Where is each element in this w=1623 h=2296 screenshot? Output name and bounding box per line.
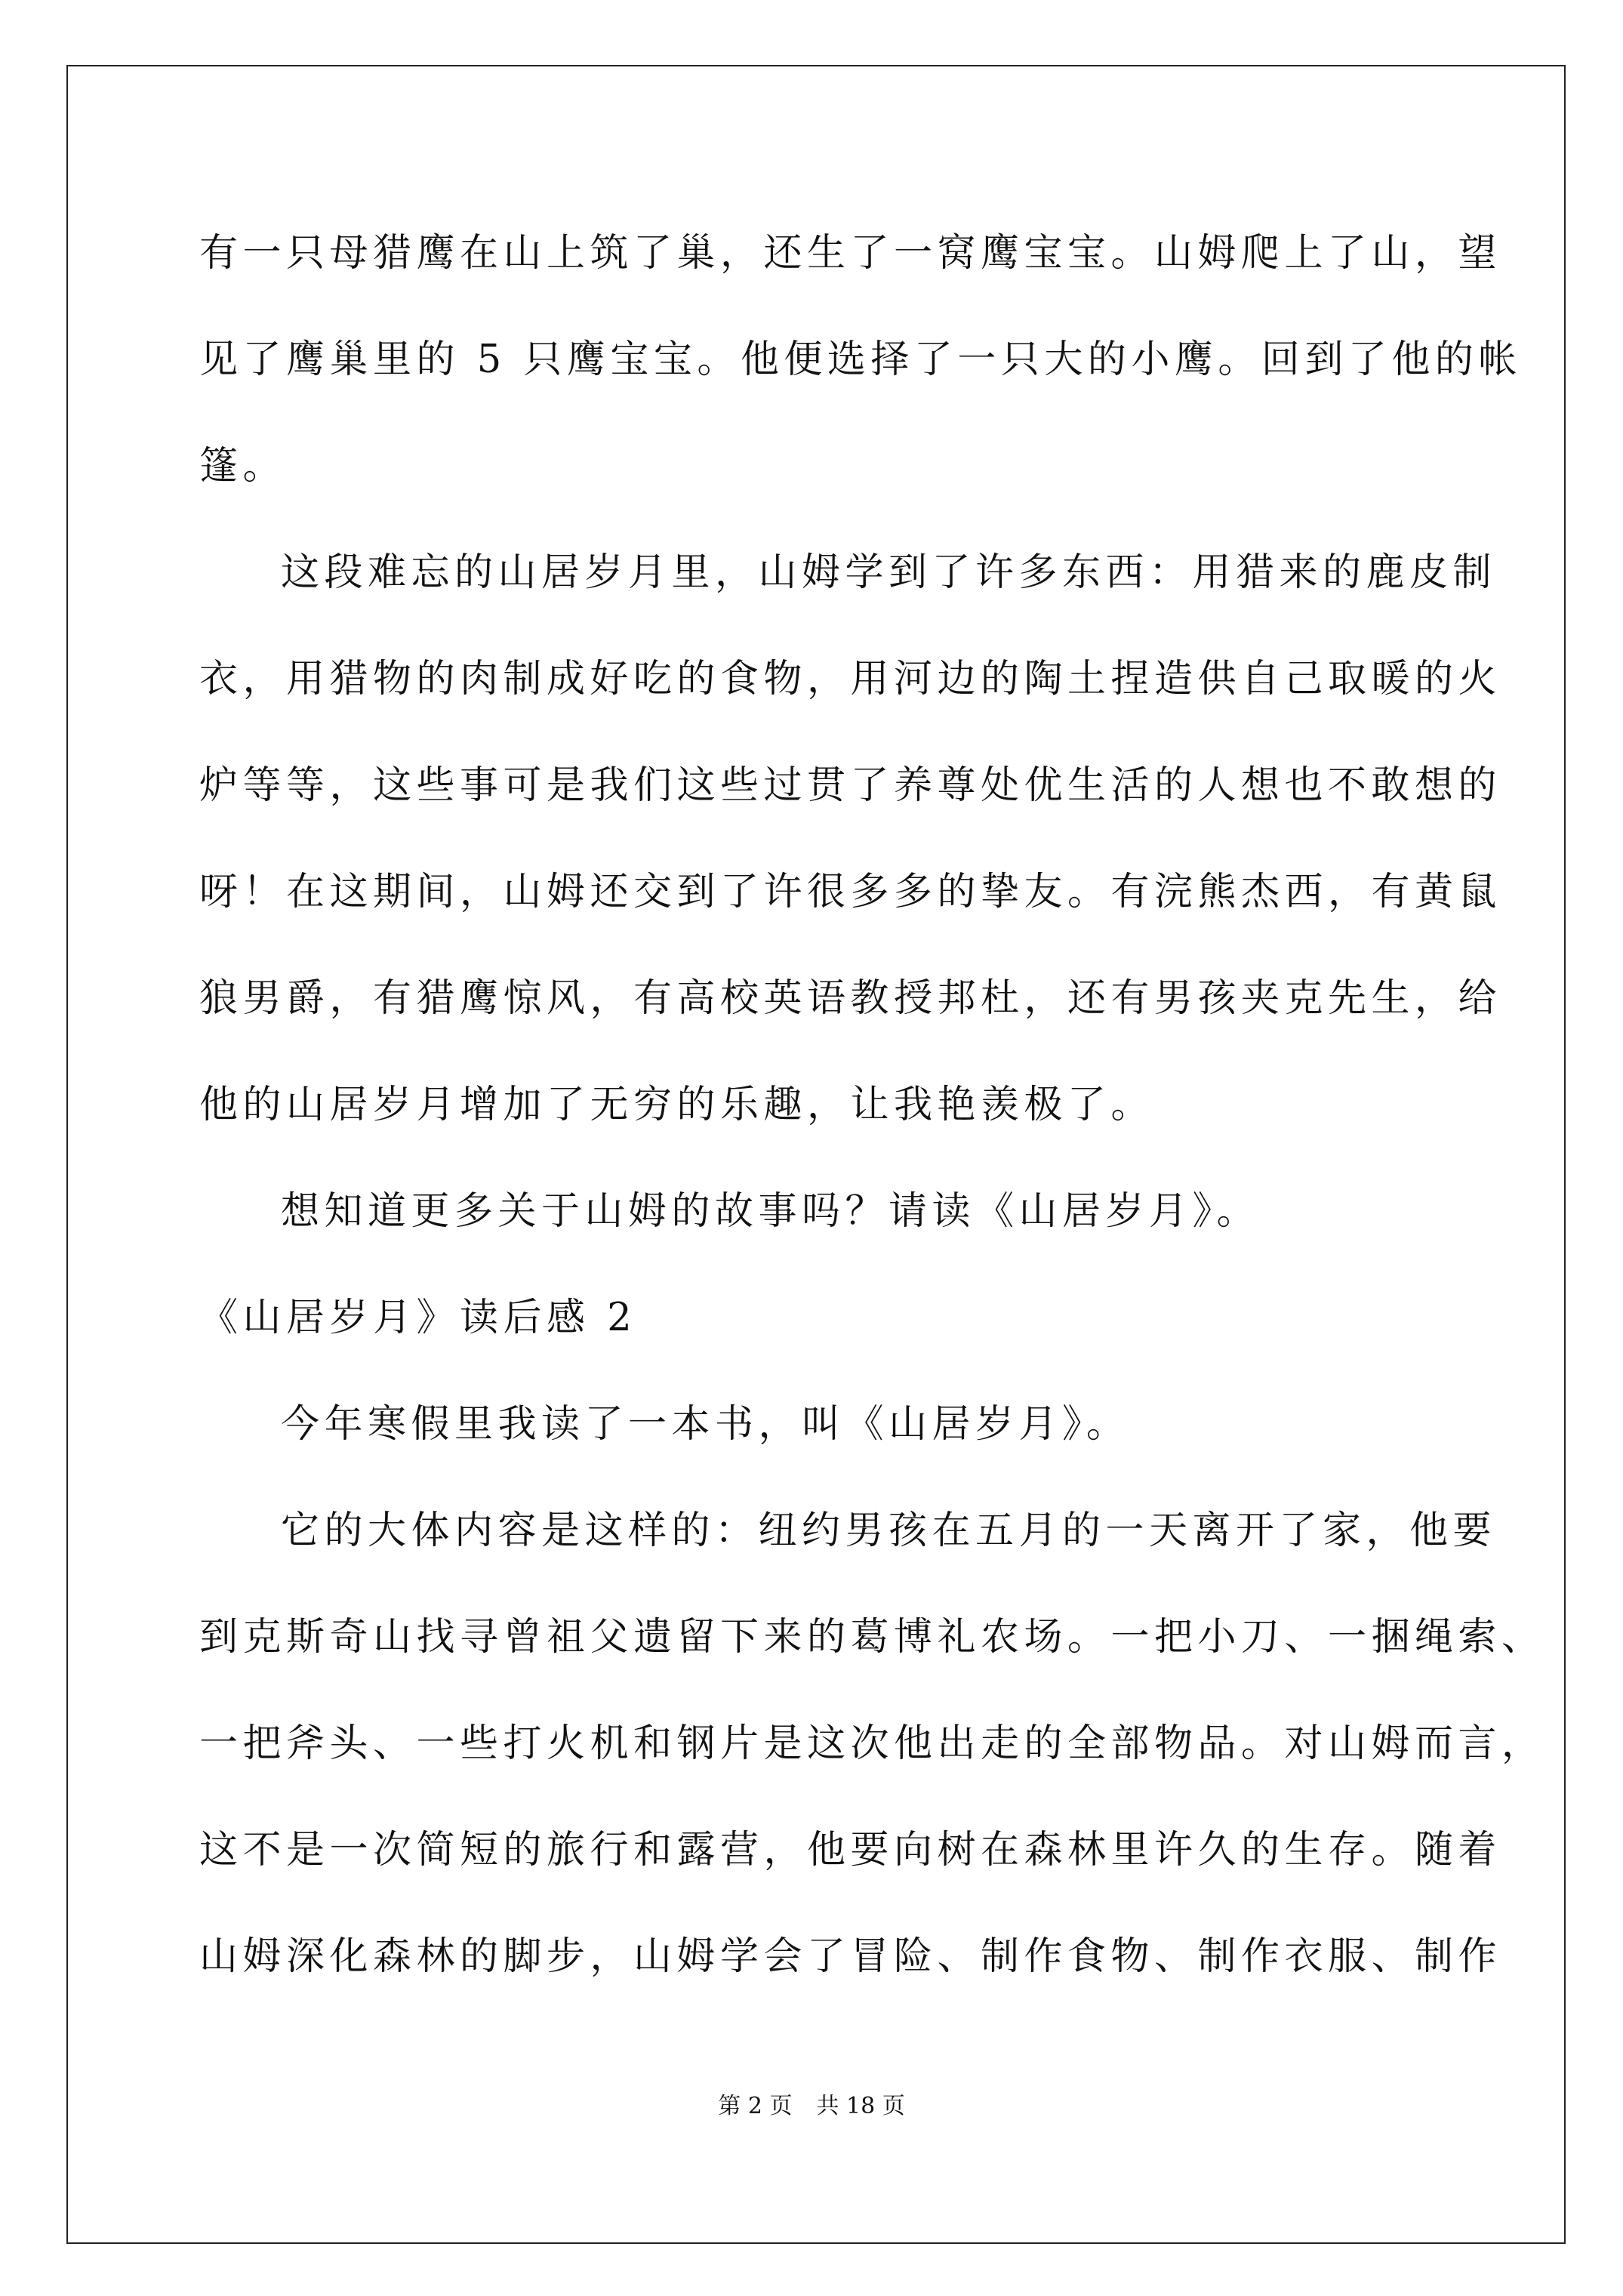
paragraph-start-line: 今年寒假里我读了一本书，叫《山居岁月》。 — [281, 1402, 1130, 1447]
page-total: 共 18 页 — [816, 2093, 905, 2119]
text-line: 到克斯奇山找寻曾祖父遗留下来的葛博礼农场。一把小刀、一捆绳索、 — [199, 1615, 1545, 1660]
text-line: 呀！在这期间，山姆还交到了许很多多的挚友。有浣熊杰西，有黄鼠 — [199, 870, 1502, 914]
text-line: 衣，用猎物的肉制成好吃的食物，用河边的陶土捏造供自己取暖的火 — [199, 657, 1502, 701]
text-line: 这不是一次简短的旅行和露营，他要向树在森林里许久的生存。随着 — [199, 1828, 1502, 1872]
page-footer — [0, 2091, 1623, 2122]
text-line: 有一只母猎鹰在山上筑了巢，还生了一窝鹰宝宝。山姆爬上了山，望 — [199, 231, 1502, 276]
page-number: 第 2 页 — [718, 2093, 793, 2119]
text-line: 他的山居岁月增加了无穷的乐趣，让我艳羡极了。 — [199, 1083, 1155, 1127]
text-line: 山姆深化森林的脚步，山姆学会了冒险、制作食物、制作衣服、制作 — [199, 1934, 1502, 1979]
paragraph-start-line: 它的大体内容是这样的：纽约男孩在五月的一天离开了家，他要 — [281, 1509, 1497, 1553]
text-line: 一把斧头、一些打火机和钢片是这次他出走的全部物品。对山姆而言， — [199, 1721, 1545, 1766]
text-line: 见了鹰巢里的 5 只鹰宝宝。他便选择了一只大的小鹰。回到了他的帐 — [199, 337, 1522, 382]
section-heading: 《山居岁月》读后感 2 — [199, 1296, 637, 1340]
document-body — [199, 220, 1545, 2030]
paragraph-start-line: 这段难忘的山居岁月里，山姆学到了许多东西：用猎来的鹿皮制 — [281, 550, 1497, 595]
paragraph-start-line: 想知道更多关于山姆的故事吗？请读《山居岁月》。 — [281, 1189, 1261, 1234]
text-line: 狼男爵，有猎鹰惊风，有高校英语教授邦杜，还有男孩夹克先生，给 — [199, 976, 1502, 1021]
text-line: 炉等等，这些事可是我们这些过贯了养尊处优生活的人想也不敢想的 — [199, 763, 1502, 808]
text-line: 篷。 — [199, 444, 287, 488]
